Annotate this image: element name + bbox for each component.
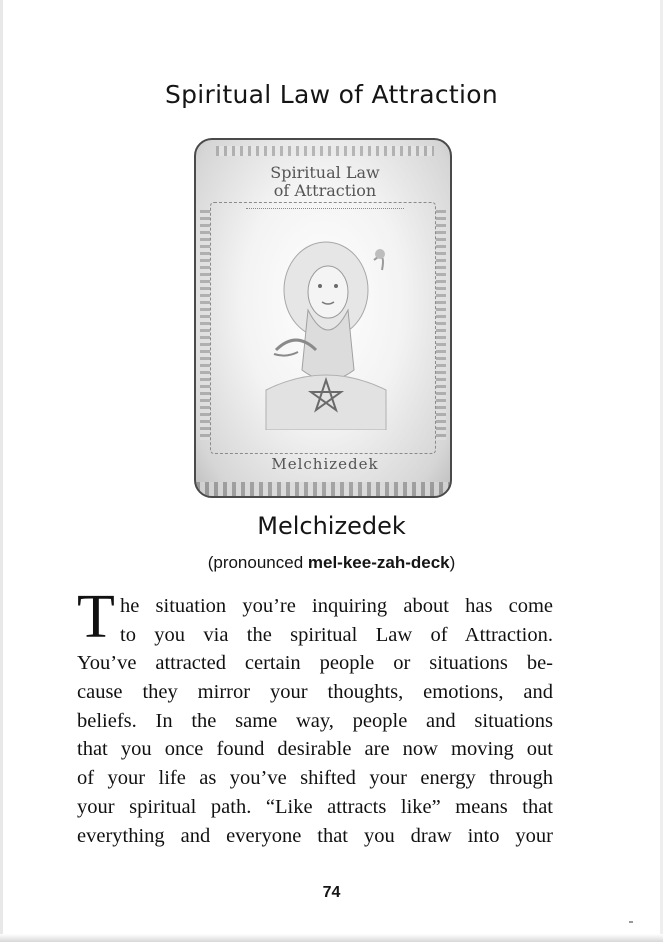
body-line: to you via the spiritual Law of Attraction. xyxy=(120,623,553,646)
card-name-banner: Melchizedek xyxy=(271,455,379,473)
body-line: beliefs. In the same way, people and situations xyxy=(77,709,553,732)
body-line: of your life as you’ve shifted your energy through xyxy=(77,767,553,790)
card-left-ornament xyxy=(200,210,210,440)
pronunciation-line xyxy=(0,553,663,573)
card-title-line-2: of Attraction xyxy=(273,181,377,200)
body-line: everything and everyone that you draw into your xyxy=(77,824,553,847)
pronunciation: mel-kee-zah-deck xyxy=(307,553,450,572)
page-number: 74 xyxy=(322,884,341,901)
drop-cap: T xyxy=(77,583,115,651)
card-right-ornament xyxy=(436,210,446,440)
angel-name: Melchizedek xyxy=(257,512,406,540)
scan-edge-left xyxy=(0,0,3,942)
scan-speck xyxy=(629,921,633,923)
card-top-ornament xyxy=(216,146,434,156)
body-paragraph xyxy=(77,592,553,850)
card-title-line-1: Spiritual Law xyxy=(270,163,380,182)
body-line: your spiritual path. “Like attracts like” means that xyxy=(77,795,553,818)
body-line: that you once found desirable are now moving out xyxy=(77,738,553,761)
pronounced-prefix: (pronounced xyxy=(207,553,308,572)
card-bottom-ornament xyxy=(196,482,452,496)
body-line: You’ve attracted certain people or situations be- xyxy=(77,652,553,675)
pronounced-suffix: ) xyxy=(449,553,456,572)
page-bottom-edge xyxy=(0,934,663,942)
body-line: cause they mirror your thoughts, emotions, and xyxy=(77,681,553,704)
oracle-card-image xyxy=(194,138,452,498)
page-heading: Spiritual Law of Attraction xyxy=(164,80,499,109)
body-line: he situation you’re inquiring about has come xyxy=(120,595,553,617)
angel-figure-illustration xyxy=(256,230,396,430)
